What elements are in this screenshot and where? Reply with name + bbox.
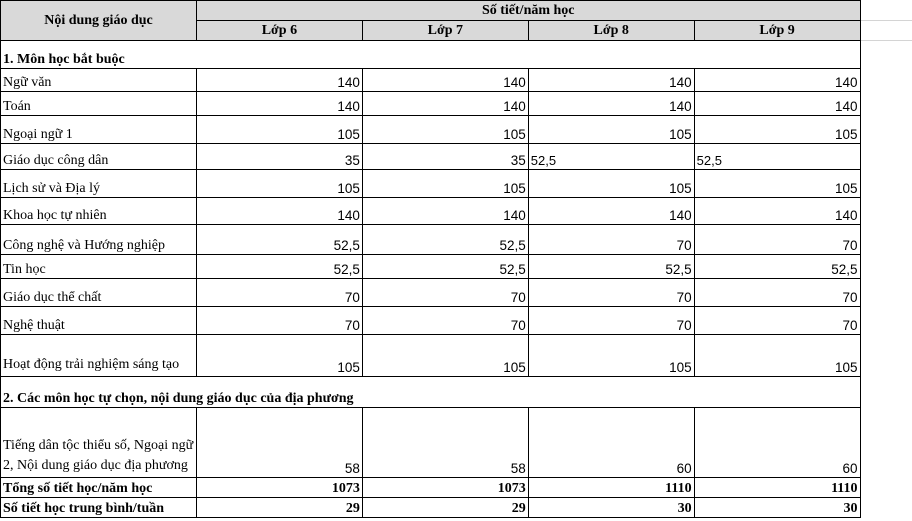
value-cell: 140 xyxy=(196,198,362,225)
value-cell: 105 xyxy=(196,335,362,377)
empty-cell xyxy=(860,41,912,69)
subject-label: Tin học xyxy=(1,255,197,279)
value-cell: 105 xyxy=(362,335,528,377)
average-label: Số tiết học trung bình/tuần xyxy=(1,498,197,518)
value-cell: 105 xyxy=(196,116,362,144)
value-cell: 140 xyxy=(694,198,860,225)
subject-label: Ngữ văn xyxy=(1,69,197,92)
value-cell: 105 xyxy=(196,170,362,198)
value-cell: 105 xyxy=(694,116,860,144)
total-label: Tổng số tiết học/năm học xyxy=(1,478,197,498)
value-cell: 70 xyxy=(196,307,362,335)
empty-cell xyxy=(860,69,912,92)
value-cell: 140 xyxy=(362,92,528,116)
empty-cell xyxy=(860,307,912,335)
grade-header: Lớp 6 xyxy=(196,21,362,41)
empty-cell xyxy=(860,408,912,478)
value-cell: 105 xyxy=(694,170,860,198)
value-cell: 70 xyxy=(528,307,694,335)
total-value: 1110 xyxy=(528,478,694,498)
subject-label: Công nghệ và Hướng nghiệp xyxy=(1,225,197,255)
value-cell: 35 xyxy=(196,144,362,170)
value-cell: 70 xyxy=(528,225,694,255)
subject-label: Toán xyxy=(1,92,197,116)
value-cell: 52,5 xyxy=(528,144,694,170)
empty-cell xyxy=(860,377,912,408)
value-cell: 52,5 xyxy=(362,225,528,255)
value-cell: 58 xyxy=(196,408,362,478)
value-cell: 60 xyxy=(528,408,694,478)
value-cell: 105 xyxy=(528,170,694,198)
empty-cell xyxy=(860,225,912,255)
value-cell: 70 xyxy=(362,307,528,335)
empty-cell xyxy=(860,144,912,170)
value-cell: 70 xyxy=(196,279,362,307)
value-cell: 70 xyxy=(694,225,860,255)
value-cell: 70 xyxy=(528,279,694,307)
empty-cell xyxy=(860,170,912,198)
empty-cell xyxy=(860,116,912,144)
total-value: 1073 xyxy=(362,478,528,498)
value-cell: 52,5 xyxy=(196,225,362,255)
value-cell: 140 xyxy=(362,198,528,225)
value-cell: 52,5 xyxy=(196,255,362,279)
value-cell: 140 xyxy=(196,69,362,92)
empty-cell xyxy=(860,498,912,518)
value-cell: 58 xyxy=(362,408,528,478)
total-value: 1110 xyxy=(694,478,860,498)
value-cell: 52,5 xyxy=(694,255,860,279)
empty-cell xyxy=(860,478,912,498)
value-cell: 105 xyxy=(362,116,528,144)
subject-label: Tiếng dân tộc thiểu số, Ngoại ngữ 2, Nội dung giáo dục địa phương xyxy=(1,408,197,478)
empty-cell xyxy=(860,335,912,377)
value-cell: 105 xyxy=(694,335,860,377)
value-cell: 70 xyxy=(694,307,860,335)
empty-cell xyxy=(860,279,912,307)
subject-label: Giáo dục công dân xyxy=(1,144,197,170)
average-value: 30 xyxy=(694,498,860,518)
empty-cell xyxy=(860,198,912,225)
empty-cell xyxy=(860,1,912,21)
subject-label: Ngoại ngữ 1 xyxy=(1,116,197,144)
section-title: 2. Các môn học tự chọn, nội dung giáo dục của địa phương xyxy=(1,377,861,408)
value-cell: 140 xyxy=(694,92,860,116)
value-cell: 52,5 xyxy=(528,255,694,279)
average-value: 29 xyxy=(362,498,528,518)
grade-header: Lớp 8 xyxy=(528,21,694,41)
empty-cell xyxy=(860,255,912,279)
subject-label: Hoạt động trải nghiệm sáng tạo xyxy=(1,335,197,377)
column-header-subject: Nội dung giáo dục xyxy=(1,1,197,41)
value-cell: 140 xyxy=(362,69,528,92)
subject-label: Giáo dục thể chất xyxy=(1,279,197,307)
subject-label: Nghệ thuật xyxy=(1,307,197,335)
empty-cell xyxy=(860,92,912,116)
value-cell: 70 xyxy=(694,279,860,307)
total-value: 1073 xyxy=(196,478,362,498)
value-cell: 70 xyxy=(362,279,528,307)
value-cell: 52,5 xyxy=(362,255,528,279)
value-cell: 105 xyxy=(528,335,694,377)
grade-header: Lớp 9 xyxy=(694,21,860,41)
value-cell: 140 xyxy=(528,69,694,92)
column-header-lessons-per-year: Số tiết/năm học xyxy=(196,1,860,21)
empty-cell xyxy=(860,21,912,41)
value-cell: 35 xyxy=(362,144,528,170)
section-title: 1. Môn học bắt buộc xyxy=(1,41,861,69)
value-cell: 140 xyxy=(196,92,362,116)
average-value: 30 xyxy=(528,498,694,518)
value-cell: 140 xyxy=(528,198,694,225)
value-cell: 52,5 xyxy=(694,144,860,170)
value-cell: 105 xyxy=(362,170,528,198)
subject-label: Lịch sử và Địa lý xyxy=(1,170,197,198)
average-value: 29 xyxy=(196,498,362,518)
value-cell: 140 xyxy=(528,92,694,116)
value-cell: 105 xyxy=(528,116,694,144)
grade-header: Lớp 7 xyxy=(362,21,528,41)
value-cell: 60 xyxy=(694,408,860,478)
value-cell: 140 xyxy=(694,69,860,92)
subject-label: Khoa học tự nhiên xyxy=(1,198,197,225)
